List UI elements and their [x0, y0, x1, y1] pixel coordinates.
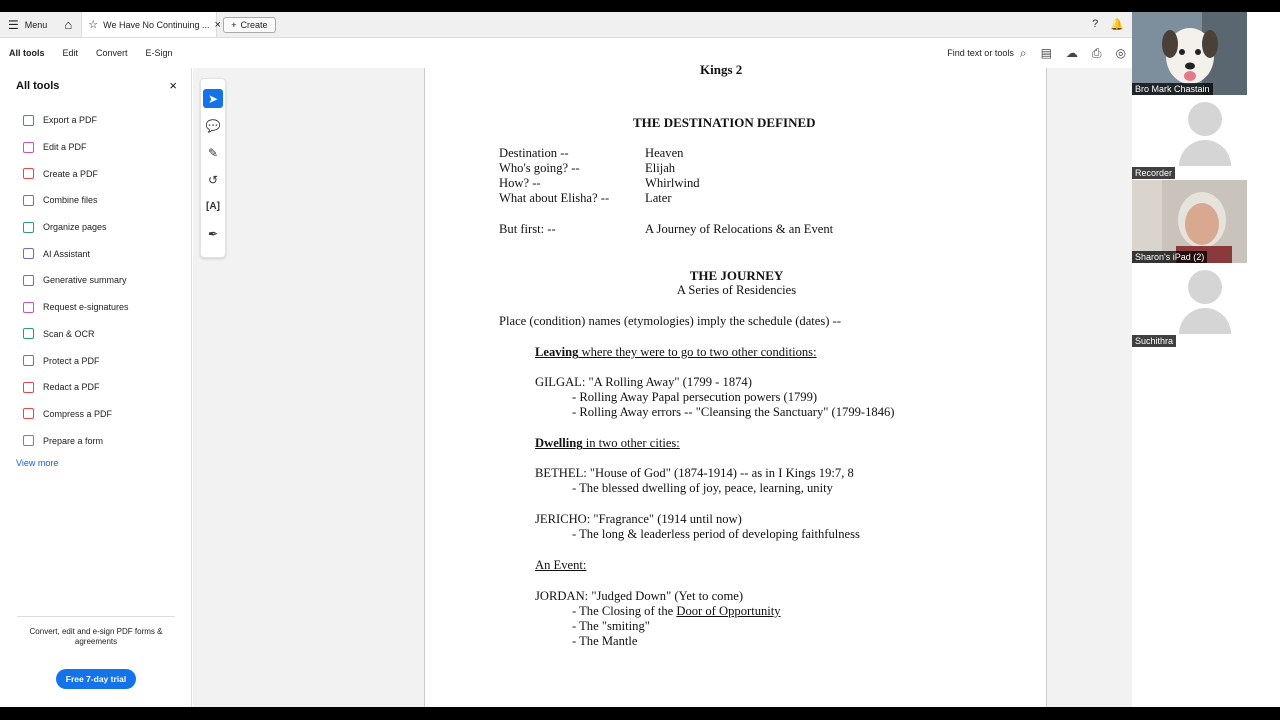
comment-icon[interactable]: 💬	[205, 118, 221, 133]
tool-item[interactable]	[0, 294, 191, 321]
jericho-line: JERICHO: "Fragrance" (1914 until now)	[535, 512, 742, 526]
lasso-draw-icon[interactable]: ↺	[207, 172, 219, 187]
close-tab-icon[interactable]: ×	[214, 18, 221, 31]
find-label: Find text or tools	[947, 48, 1014, 58]
dwelling-word: Dwelling	[535, 436, 583, 450]
nav-convert[interactable]: Convert	[96, 48, 128, 58]
free-trial-button[interactable]: Free 7-day trial	[56, 669, 136, 689]
toolbar-right	[947, 46, 1132, 61]
nav-all-tools[interactable]: All tools	[9, 48, 45, 58]
qa-answer: Later	[645, 191, 672, 205]
tool-item-label: Generative summary	[43, 275, 127, 286]
sign-icon[interactable]: ✒	[207, 226, 219, 241]
tool-item-label: Request e-signatures	[43, 302, 129, 313]
star-icon[interactable]: ☆	[88, 19, 99, 31]
jordan-point	[572, 604, 781, 619]
jordan-point: - The Mantle	[572, 634, 638, 648]
request-esign-icon	[23, 302, 34, 313]
tool-item-label: Edit a PDF	[43, 142, 87, 153]
tool-item[interactable]	[0, 374, 191, 401]
edit-pdf-icon	[23, 142, 34, 153]
dwelling-line	[535, 436, 680, 451]
leaving-rest: where they were to go to two other conditions:	[578, 345, 817, 359]
plus-icon: +	[231, 19, 237, 30]
avatar-head	[1188, 270, 1222, 304]
participant-tile[interactable]	[1132, 12, 1247, 95]
tool-item[interactable]	[0, 240, 191, 267]
participant-tile[interactable]	[1132, 96, 1247, 179]
tool-item-label: AI Assistant	[43, 248, 91, 259]
create-label: Create	[240, 19, 268, 30]
cursor-select-icon[interactable]: ➤	[203, 89, 223, 108]
qa-answer: Whirlwind	[645, 176, 700, 190]
subheading-journey: A Series of Residencies	[676, 283, 797, 297]
tool-item[interactable]	[0, 160, 191, 187]
tool-list	[0, 107, 191, 454]
text-select-icon[interactable]: [A]	[206, 201, 220, 212]
qa-question: What about Elisha? --	[499, 191, 610, 205]
create-button[interactable]	[223, 17, 275, 33]
but-first-label: But first: --	[499, 222, 556, 236]
qa-question: Destination --	[499, 146, 569, 160]
jordan-point-underlined: Door of Opportunity	[676, 604, 781, 618]
jericho-point: - The long & leaderless period of developing faithfulness	[572, 527, 860, 541]
tool-item-label: Protect a PDF	[43, 355, 100, 366]
menu-label: Menu	[24, 19, 48, 30]
gilgal-point: - Rolling Away errors -- "Cleansing the Sanctuary" (1799-1846)	[572, 405, 895, 419]
tool-item-label: Scan & OCR	[43, 328, 95, 339]
jordan-point: - The "smiting"	[572, 619, 650, 633]
bethel-point: - The blessed dwelling of joy, peace, learning, unity	[572, 481, 833, 495]
tool-item-label: Organize pages	[43, 222, 107, 233]
qa-answer: Heaven	[645, 146, 684, 160]
export-pdf-icon	[23, 115, 34, 126]
heading-destination: THE DESTINATION DEFINED	[633, 115, 816, 130]
document-viewport[interactable]	[193, 62, 1132, 707]
cut-off-heading: Kings 2	[700, 62, 743, 77]
tool-item[interactable]	[0, 401, 191, 428]
intro-text: Place (condition) names (etymologies) imply the schedule (dates) --	[499, 314, 842, 328]
leaving-word: Leaving	[535, 345, 579, 359]
heading-journey: THE JOURNEY	[689, 268, 784, 283]
participant-name: Suchithra	[1132, 335, 1176, 347]
redact-pdf-icon	[23, 382, 34, 393]
jordan-line: JORDAN: "Judged Down" (Yet to come)	[535, 589, 744, 603]
home-icon[interactable]: ⌂	[64, 17, 73, 32]
dwelling-rest: in two other cities:	[582, 436, 680, 450]
tool-item[interactable]	[0, 187, 191, 214]
tool-item[interactable]	[0, 214, 191, 241]
organize-pages-icon	[23, 222, 34, 233]
panel-title: All tools	[16, 79, 60, 92]
create-pdf-icon	[23, 168, 34, 179]
app-window	[0, 12, 1280, 707]
tool-item[interactable]	[0, 427, 191, 454]
topbar-right	[1092, 18, 1132, 31]
jordan-point-text: - The Closing of the	[572, 604, 677, 618]
compress-pdf-icon	[23, 408, 34, 419]
find-tools-button[interactable]	[947, 46, 1026, 61]
tool-item-label: Export a PDF	[43, 115, 98, 126]
ai-assistant-icon	[23, 248, 34, 259]
hamburger-icon: ☰	[8, 17, 19, 32]
generative-summary-icon	[23, 275, 34, 286]
promo-text: Convert, edit and e-sign PDF forms & agreements	[17, 616, 175, 647]
avatar-body	[1179, 140, 1231, 166]
bethel-line: BETHEL: "House of God" (1874-1914) -- as in I Kings 19:7, 8	[535, 466, 854, 480]
tool-item[interactable]	[0, 107, 191, 134]
participant-tile[interactable]	[1132, 180, 1247, 263]
save-icon[interactable]: ▤	[1040, 46, 1052, 60]
nav-esign[interactable]: E-Sign	[145, 48, 173, 58]
print-icon[interactable]: ⎙	[1091, 45, 1102, 60]
view-more-link[interactable]: View more	[16, 457, 59, 468]
tool-item[interactable]	[0, 134, 191, 161]
tool-palette	[200, 78, 226, 258]
participant-name: Bro Mark Chastain	[1132, 83, 1213, 95]
participant-name: Sharon's iPad (2)	[1132, 251, 1207, 263]
help-icon[interactable]: ?	[1092, 18, 1099, 30]
avatar-head	[1188, 102, 1222, 136]
prepare-form-icon	[23, 435, 34, 446]
ai-icon[interactable]: ◎	[1115, 46, 1126, 60]
but-first-text: A Journey of Relocations & an Event	[645, 222, 834, 236]
combine-files-icon	[23, 195, 34, 206]
scan-ocr-icon	[23, 328, 34, 339]
upload-cloud-icon[interactable]: ☁	[1065, 46, 1078, 60]
avatar-body	[1179, 308, 1231, 334]
participant-name: Recorder	[1132, 167, 1175, 179]
tool-item[interactable]	[0, 267, 191, 294]
tool-item-label: Create a PDF	[43, 168, 99, 179]
search-icon: ⌕	[1019, 45, 1027, 60]
bell-icon[interactable]: 🔔	[1110, 19, 1124, 31]
gilgal-line: GILGAL: "A Rolling Away" (1799 - 1874)	[535, 375, 752, 389]
participant-tile[interactable]	[1132, 264, 1247, 347]
event-line: An Event:	[535, 558, 587, 572]
tool-item-label: Combine files	[43, 195, 98, 206]
menu-button[interactable]	[0, 12, 55, 37]
document-tab[interactable]	[81, 12, 221, 37]
qa-question: How? --	[499, 176, 541, 190]
tool-item[interactable]	[0, 321, 191, 348]
tool-item-label: Redact a PDF	[43, 382, 100, 393]
qa-question: Who's going? --	[499, 161, 580, 175]
tool-item-label: Prepare a form	[43, 435, 104, 446]
tool-item[interactable]	[0, 347, 191, 374]
leaving-line	[535, 345, 817, 360]
qa-answer: Elijah	[645, 161, 676, 175]
protect-pdf-icon	[23, 355, 34, 366]
main-toolbar	[0, 39, 1132, 67]
toolbar-nav	[0, 48, 182, 58]
tab-title: We Have No Continuing ...	[103, 19, 210, 30]
top-bar	[0, 12, 1132, 38]
close-icon[interactable]: ×	[169, 78, 177, 93]
pencil-icon[interactable]: ✎	[207, 145, 219, 160]
all-tools-panel	[0, 68, 192, 707]
video-participants	[1132, 12, 1280, 707]
nav-edit[interactable]: Edit	[62, 48, 79, 58]
gilgal-point: - Rolling Away Papal persecution powers (1799)	[572, 390, 818, 404]
pdf-page	[424, 62, 1047, 707]
tool-item-label: Compress a PDF	[43, 408, 113, 419]
